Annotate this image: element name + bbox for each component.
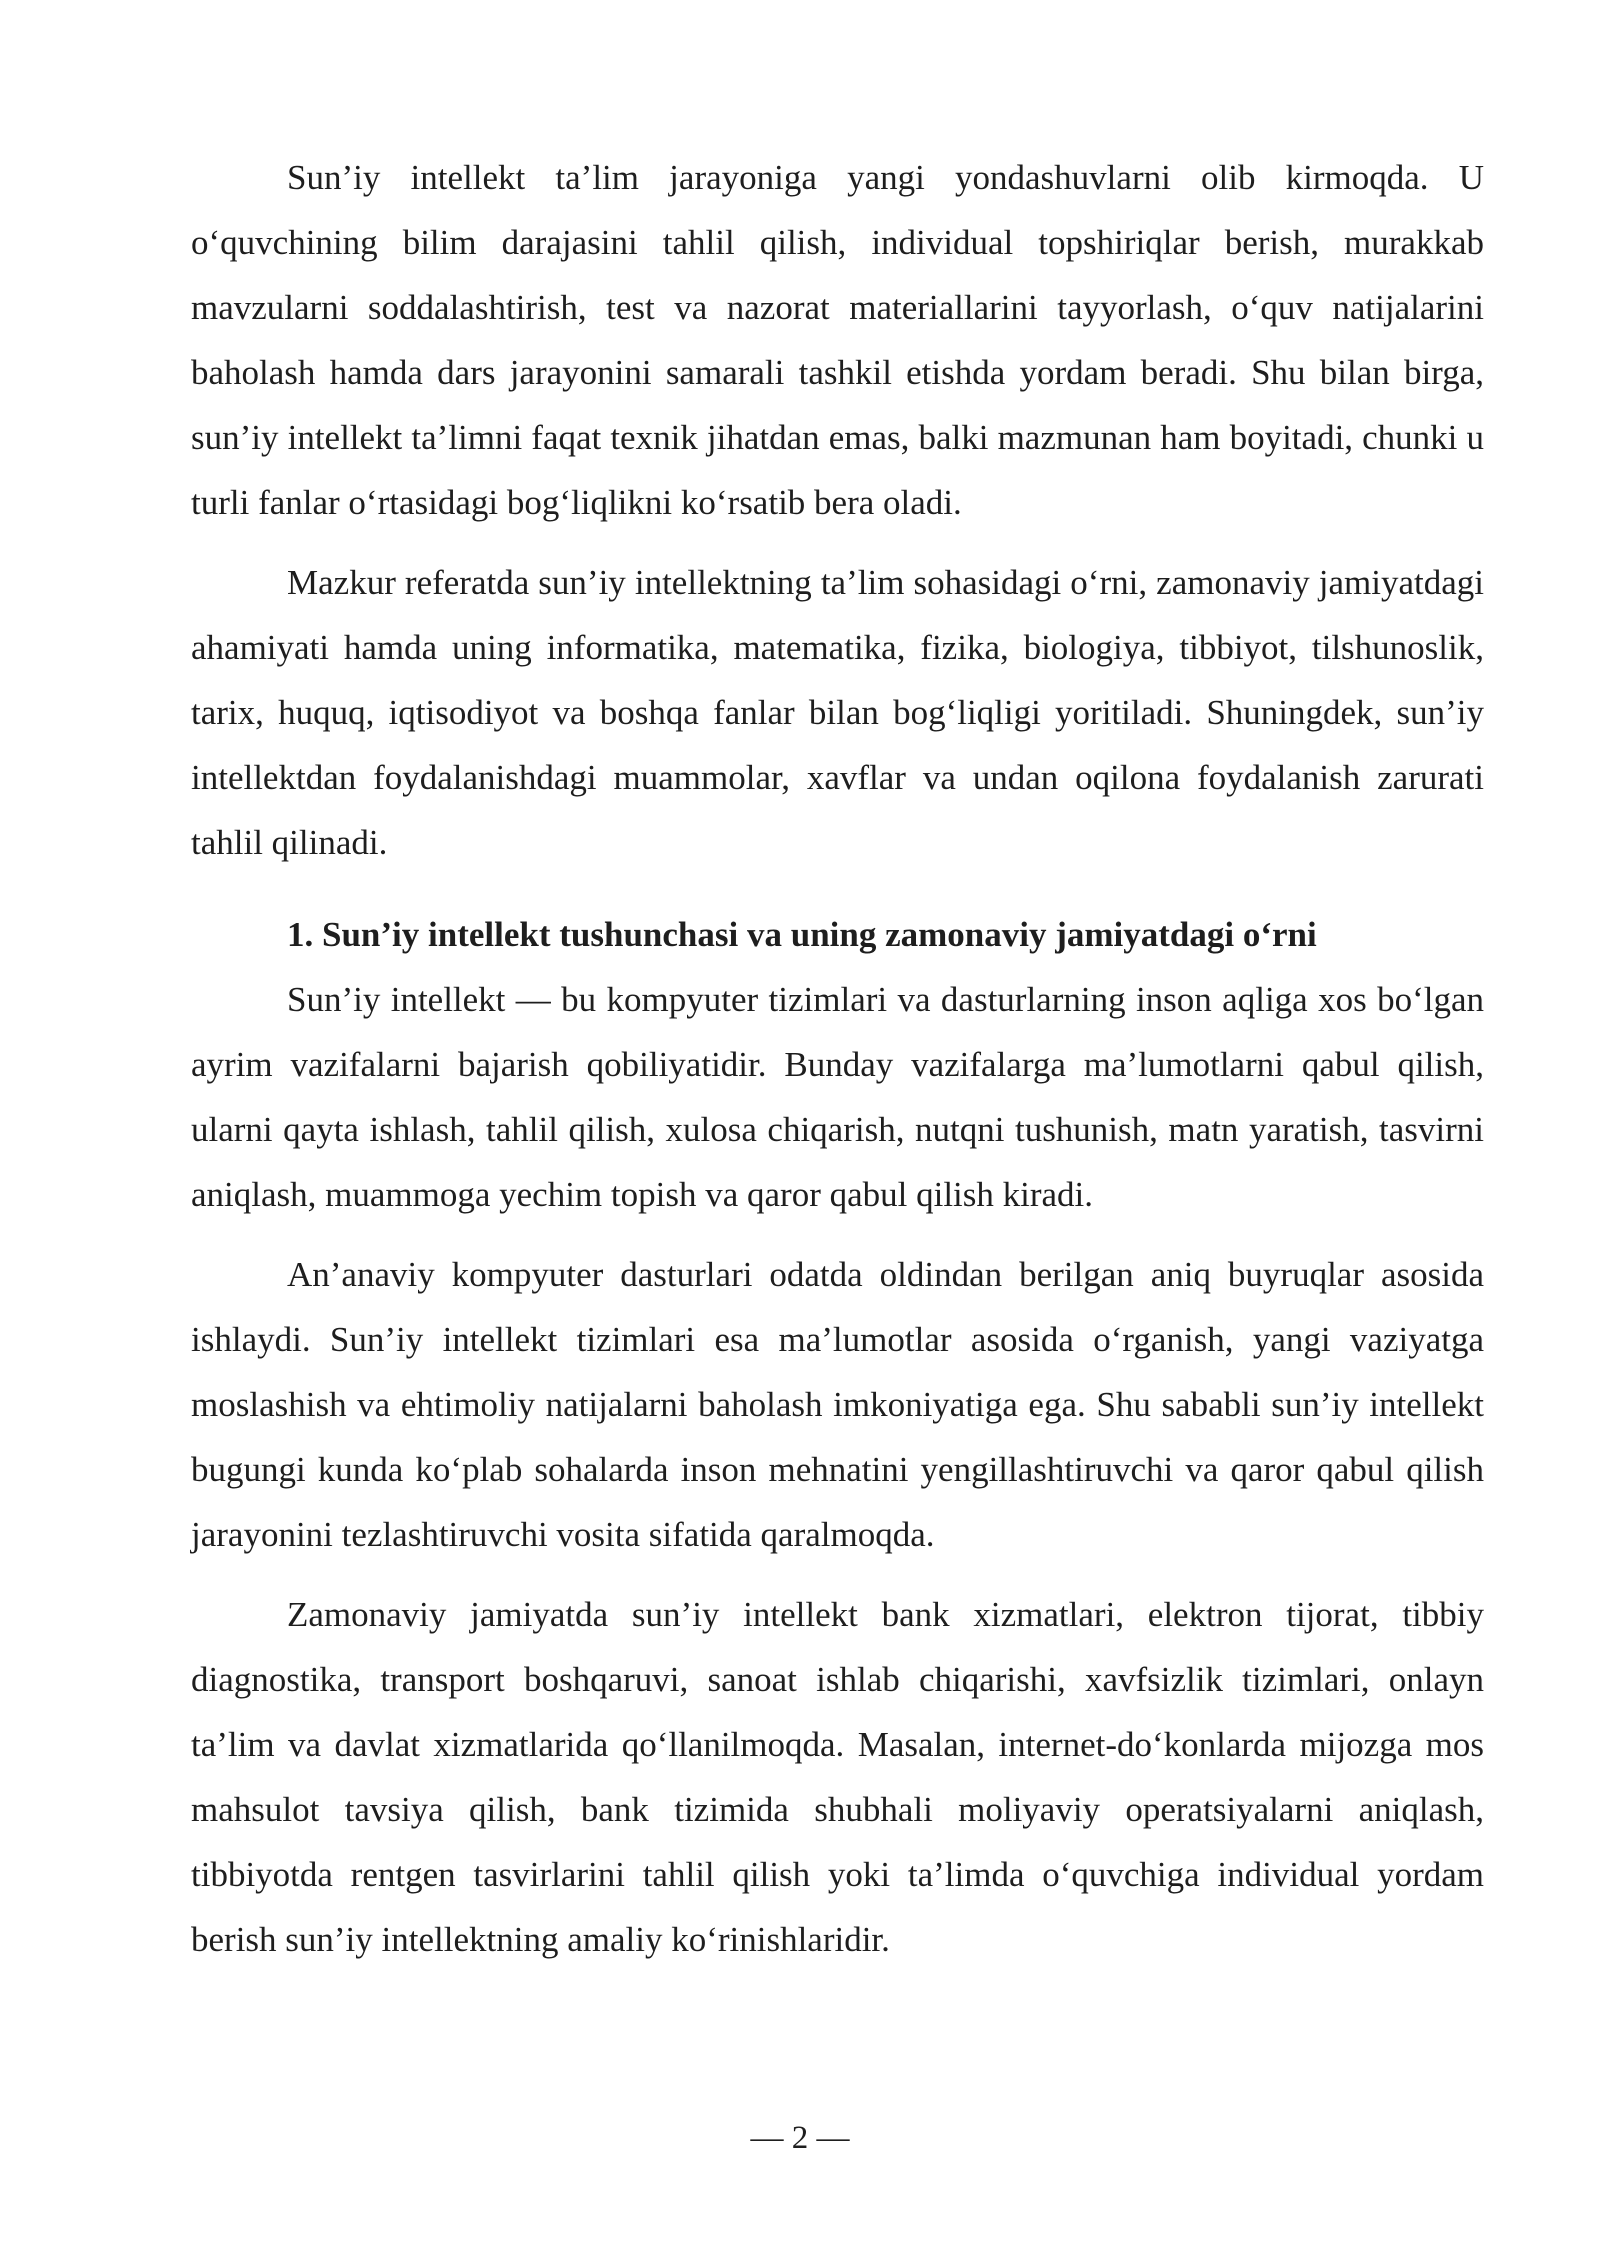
paragraph-intro-1: Sun’iy intellekt ta’lim jarayoniga yangi yondashuvlarni olib kirmoqda. U o‘quvchining bilim darajasini tahlil qilish, individual topshiriqlar berish, murakkab mavzularni soddalashtirish, test va nazorat materiallarini tayyorlash, o‘quv natijalarini baholash hamda dars jarayonini samarali tashkil etishda yordam beradi. Shu bilan birga, sun’iy intellekt ta’limni faqat texnik jihatdan emas, balki mazmunan ham boyitadi, chunki u turli fanlar o‘rtasidagi bog‘liqlikni ko‘rsatib bera oladi. — [191, 158, 1484, 522]
paragraph-intro-2: Mazkur referatda sun’iy intellektning ta’lim sohasidagi o‘rni, zamonaviy jamiyatdagi ahamiyati hamda uning informatika, matematika, fizika, biologiya, tibbiyot, tilshunoslik, tarix, huquq, iqtisodiyot va boshqa fanlar bilan bog‘liqligi yoritiladi. Shuningdek, sun’iy intellektdan foydalanishdagi muammolar, xavflar va undan oqilona foydalanish zarurati tahlil qilinadi. — [191, 563, 1484, 862]
paragraph-section-2: An’anaviy kompyuter dasturlari odatda oldindan berilgan aniq buyruqlar asosida ishlaydi. Sun’iy intellekt tizimlari esa ma’lumotlar asosida o‘rganish, yangi vaziyatga moslashish va ehtimoliy natijalarni baholash imkoniyatiga ega. Shu sababli sun’iy intellekt bugungi kunda ko‘plab sohalarda inson mehnatini yengillashtiruvchi va qaror qabul qilish jarayonini tezlashtiruvchi vosita sifatida qaralmoqda. — [191, 1255, 1484, 1554]
section-heading: 1. Sun’iy intellekt tushunchasi va uning zamonaviy jamiyatdagi o‘rni — [287, 915, 1317, 954]
page-number: — 2 — — [750, 2120, 850, 2156]
page-content — [191, 145, 1484, 1972]
paragraph-section-1: Sun’iy intellekt — bu kompyuter tizimlari va dasturlarning inson aqliga xos bo‘lgan ayrim vazifalarni bajarish qobiliyatidir. Bunday vazifalarga ma’lumotlarni qabul qilish, ularni qayta ishlash, tahlil qilish, xulosa chiqarish, nutqni tushunish, matn yaratish, tasvirni aniqlash, muammoga yechim topish va qaror qabul qilish kiradi. — [191, 980, 1484, 1214]
paragraph-section-3: Zamonaviy jamiyatda sun’iy intellekt bank xizmatlari, elektron tijorat, tibbiy diagnostika, transport boshqaruvi, sanoat ishlab chiqarishi, xavfsizlik tizimlari, onlayn ta’lim va davlat xizmatlarida qo‘llanilmoqda. Masalan, internet-do‘konlarda mijozga mos mahsulot tavsiya qilish, bank tizimida shubhali moliyaviy operatsiyalarni aniqlash, tibbiyotda rentgen tasvirlarini tahlil qilish yoki ta’limda o‘quvchiga individual yordam berish sun’iy intellektning amaliy ko‘rinishlaridir. — [191, 1595, 1484, 1959]
